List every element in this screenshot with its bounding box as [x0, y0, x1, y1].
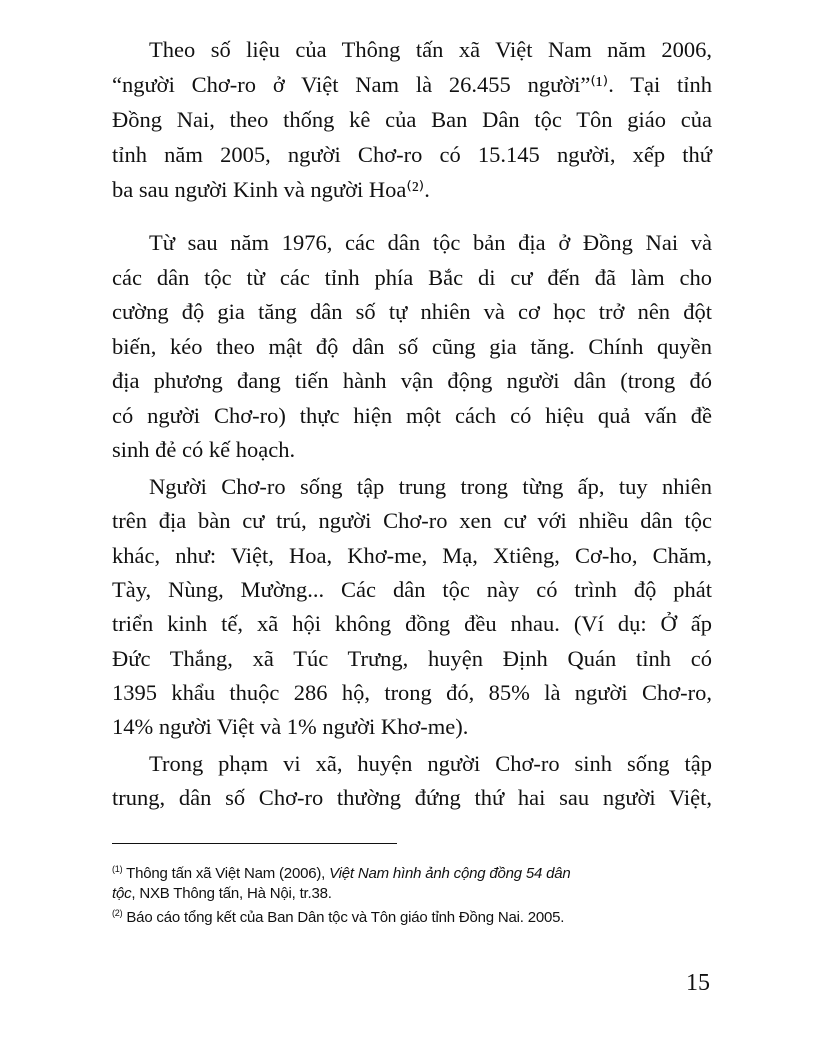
- paragraph-3-line: Người Chơ-ro sống tập trung trong từng ấp, tuy nhiên: [149, 474, 712, 499]
- paragraph-2-line: biến, kéo theo mật độ dân số cũng gia tăng. Chính quyền: [112, 334, 712, 359]
- paragraph-3-line: 1395 khẩu thuộc 286 hộ, trong đó, 85% là người Chơ-ro,: [112, 680, 712, 705]
- paragraph-1-line: tỉnh năm 2005, người Chơ-ro có 15.145 người, xếp thứ: [112, 142, 712, 167]
- paragraph-4-line: trung, dân số Chơ-ro thường đứng thứ hai sau người Việt,: [112, 785, 712, 810]
- paragraph-2-line: địa phương đang tiến hành vận động người dân (trong đó: [112, 368, 712, 393]
- paragraph-2-line: cường độ gia tăng dân số tự nhiên và cơ học trở nên đột: [112, 299, 712, 324]
- footnote-2: [112, 908, 716, 928]
- footnote-2-text: Báo cáo tổng kết của Ban Dân tộc và Tôn giáo tỉnh Đồng Nai. 2005.: [122, 909, 565, 926]
- footnote-1-title-cont: tộc: [112, 885, 132, 902]
- footnote-1-mark: (1): [112, 864, 123, 874]
- paragraph-2-line: các dân tộc từ các tỉnh phía Bắc di cư đến đã làm cho: [112, 265, 712, 290]
- footnote-1-title: Việt Nam hình ảnh cộng đồng 54 dân: [329, 865, 571, 882]
- paragraph-1-line: Đồng Nai, theo thống kê của Ban Dân tộc Tôn giáo của: [112, 107, 712, 132]
- paragraph-3-line: trên địa bàn cư trú, người Chơ-ro xen cư với nhiều dân tộc: [112, 508, 712, 533]
- paragraph-3-line: triển kinh tế, xã hội không đồng đều nhau. (Ví dụ: Ở ấp: [112, 611, 712, 636]
- page-number: 15: [686, 970, 710, 996]
- paragraph-2-line: sinh đẻ có kế hoạch.: [112, 437, 296, 462]
- footnote-2-mark: (2): [112, 908, 123, 918]
- footnote-1: [112, 864, 716, 904]
- paragraph-3-line: khác, như: Việt, Hoa, Khơ-me, Mạ, Xtiêng, Cơ-ho, Chăm,: [112, 543, 712, 568]
- footnote-divider: [112, 843, 397, 844]
- paragraph-1-line: Theo số liệu của Thông tấn xã Việt Nam năm 2006,: [149, 37, 712, 62]
- paragraph-3-line: Tày, Nùng, Mường... Các dân tộc này có trình độ phát: [112, 577, 712, 602]
- footnote-1-publisher: , NXB Thông tấn, Hà Nội, tr.38.: [131, 885, 332, 902]
- paragraph-1-line: ba sau người Kinh và người Hoa⁽²⁾.: [112, 177, 430, 202]
- paragraph-2-line: có người Chơ-ro) thực hiện một cách có hiệu quả vấn đề: [112, 403, 712, 428]
- paragraph-2-line: Từ sau năm 1976, các dân tộc bản địa ở Đồng Nai và: [149, 230, 712, 255]
- paragraph-3-line: 14% người Việt và 1% người Khơ-me).: [112, 714, 469, 739]
- paragraph-3-line: Đức Thắng, xã Túc Trưng, huyện Định Quán tỉnh có: [112, 646, 712, 671]
- footnote-1-text: Thông tấn xã Việt Nam (2006),: [122, 865, 330, 882]
- paragraph-1-line: “người Chơ-ro ở Việt Nam là 26.455 người”⁽¹⁾. Tại tỉnh: [112, 72, 712, 97]
- paragraph-4-line: Trong phạm vi xã, huyện người Chơ-ro sinh sống tập: [149, 751, 712, 776]
